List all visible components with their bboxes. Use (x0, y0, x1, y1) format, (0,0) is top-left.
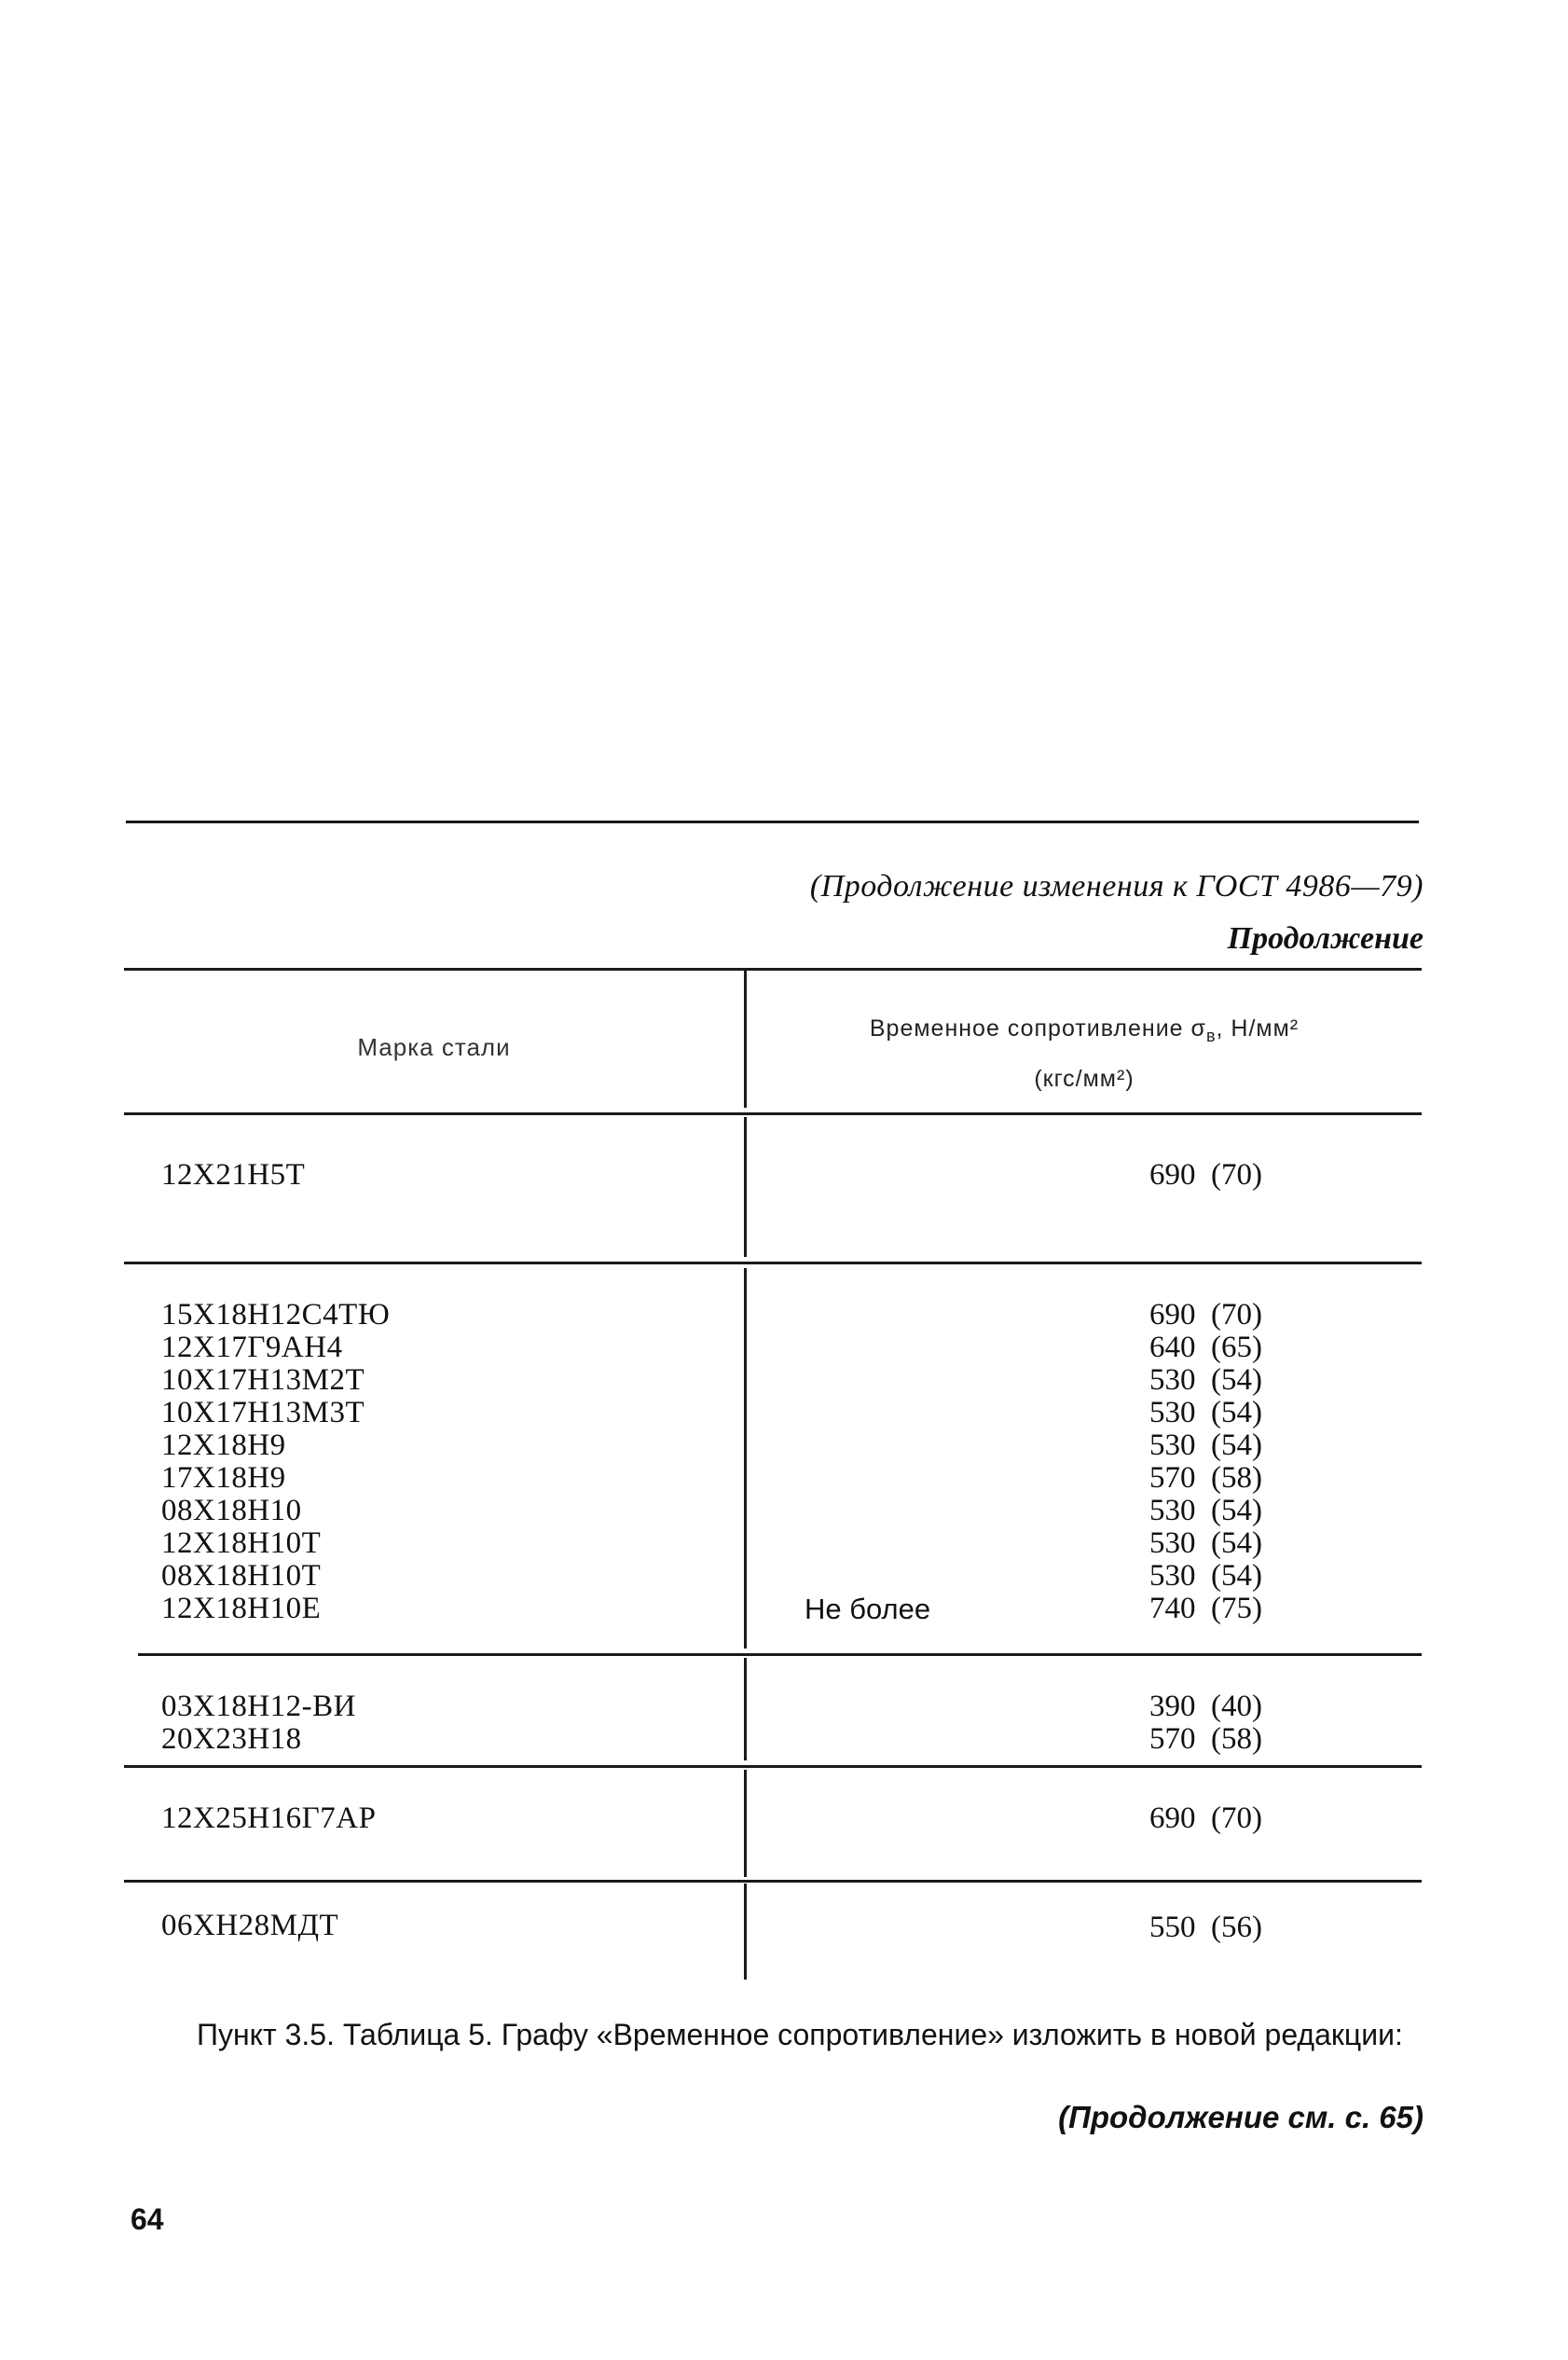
column-header-strength-unit: , Н/мм² (1216, 1015, 1300, 1042)
column-header-strength (747, 1007, 1422, 1100)
grade-name: 12Х18Н10Е (161, 1592, 322, 1625)
table-top-rule (124, 968, 1422, 971)
amendment-text: Пункт 3.5. Таблица 5. Графу «Временное сопротивление» изложить в новой редакции: (197, 2018, 1403, 2051)
amendment-paragraph (124, 2014, 1422, 2055)
column-header-strength-sub: в (1205, 1027, 1217, 1045)
steel-strength-table (124, 968, 1422, 1947)
column-divider (744, 1884, 747, 1980)
strength-value: 740 (75) (1149, 1592, 1262, 1625)
column-divider (744, 968, 747, 1108)
grade-group-1 (161, 1159, 305, 1192)
strength-value: 570 (58) (1149, 1461, 1262, 1495)
grade-name: 10Х17Н13М3Т (161, 1396, 365, 1429)
grade-name: 10Х17Н13М2Т (161, 1363, 365, 1397)
column-header-strength-unit-alt: (кгс/мм²) (1034, 1066, 1135, 1092)
grade-name: 15Х18Н12С4ТЮ (161, 1298, 391, 1332)
grade-name: 17Х18Н9 (161, 1461, 286, 1495)
strength-value: 390 (40) (1149, 1690, 1262, 1723)
continuation-label: Продолжение (1227, 921, 1424, 956)
column-divider (744, 1770, 747, 1877)
strength-value: 530 (54) (1149, 1396, 1262, 1429)
value-group-3 (1149, 1691, 1262, 1756)
grade-name: 03Х18Н12-ВИ (161, 1690, 356, 1723)
grade-name: 20Х23Н18 (161, 1722, 302, 1756)
value-group-1 (1149, 1159, 1262, 1192)
column-header-grade: Марка стали (357, 1033, 511, 1061)
strength-value: 690 (70) (1149, 1801, 1262, 1835)
top-rule (126, 821, 1419, 823)
strength-value: 690 (70) (1149, 1298, 1262, 1332)
column-divider (744, 1117, 747, 1257)
group-rule (124, 1262, 1422, 1264)
header-bottom-rule (124, 1112, 1422, 1115)
value-group-4 (1149, 1802, 1262, 1835)
grade-name: 12Х18Н10Т (161, 1526, 322, 1560)
value-group-2 (1149, 1299, 1262, 1625)
group-rule (124, 1880, 1422, 1883)
page-number: 64 (131, 2202, 164, 2236)
grade-name: 08Х18Н10Т (161, 1559, 322, 1593)
continuation-header: (Продолжение изменения к ГОСТ 4986—79) (809, 869, 1424, 904)
column-divider (744, 1268, 747, 1649)
strength-value: 530 (54) (1149, 1428, 1262, 1462)
grade-group-2 (161, 1299, 390, 1625)
group-rule (124, 1765, 1422, 1768)
continued-on-page: (Продолжение см. с. 65) (1058, 2100, 1424, 2134)
not-more-than-note: Не более (805, 1593, 931, 1625)
grade-group-5 (161, 1910, 338, 1942)
strength-value: 530 (54) (1149, 1526, 1262, 1560)
strength-value: 530 (54) (1149, 1494, 1262, 1527)
grade-name: 12Х18Н9 (161, 1428, 286, 1462)
grade-name: 08Х18Н10 (161, 1494, 302, 1527)
strength-value: 530 (54) (1149, 1559, 1262, 1593)
grade-group-4 (161, 1802, 376, 1835)
grade-name: 12Х17Г9АН4 (161, 1331, 343, 1364)
strength-value: 530 (54) (1149, 1363, 1262, 1397)
strength-value: 550 (56) (1149, 1911, 1262, 1944)
value-group-5 (1149, 1911, 1262, 1944)
grade-name: 12Х25Н16Г7АР (161, 1801, 377, 1835)
grade-group-3 (161, 1691, 356, 1756)
strength-value: 570 (58) (1149, 1722, 1262, 1756)
column-header-strength-text: Временное сопротивление σ (869, 1015, 1206, 1042)
grade-name: 12Х21Н5Т (161, 1158, 306, 1192)
grade-name: 06ХН28МДТ (161, 1909, 339, 1942)
column-divider (744, 1658, 747, 1760)
strength-value: 690 (70) (1149, 1158, 1262, 1192)
strength-value: 640 (65) (1149, 1331, 1262, 1364)
group-rule (138, 1653, 1422, 1656)
